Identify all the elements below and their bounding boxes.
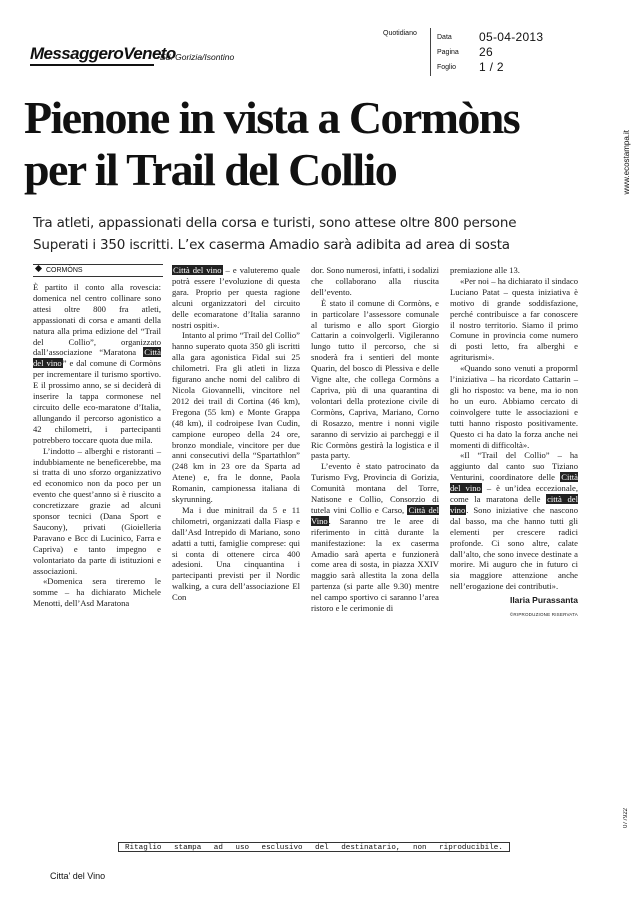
highlight-citta-del-vino: Città del vino [33, 347, 161, 369]
notice-word: del [315, 844, 329, 852]
notice-word: ad [213, 844, 223, 852]
meta-row-date [437, 30, 583, 44]
paragraph: L’indotto – alberghi e ristoranti – indubbiamente ne beneficerebbe, ma si tratta di uno sforzo organizzativo ed economico non da poco per un evento che quest’anno si è riuscito a concretizzare grazie ad alcuni sponsor tecnici (Dana Sport e Saucony), privati (Gioielleria Paravano e Bcc di Lucinico, Farra e Capriva) e tanto impegno e volontariato da parte di istituzioni e associazioni. [33, 445, 161, 576]
highlight-citta-del-vino: Città del Vino [311, 504, 439, 526]
paragraph: «Per noi – ha dichiarato il sindaco Luciano Patat – questa iniziativa è motivo di grande soddisfazione, perché contribuisce a far conoscere il nostro territorio. Siamo il primo Comune in provincia come numero di posti letto, fra alberghi e agriturismi». [450, 275, 578, 363]
text-run: ” e dal comune di Cormòns per incrementare il turismo sportivo. E il prossimo anno, se si deciderà di inserire la tappa cormonese nel circuito delle eco-maratone d’Italia, allungando il percorso agonistico a 42 chilometri, i partecipanti potrebbero toccare quota due mila. [33, 358, 161, 445]
text-run: L’evento è stato patrocinato da Turismo Fvg, Provincia di Gorizia, Comunità montana del Torre, Natisone e Collio, Consorzio di tutela vini Collio e Carso, [311, 461, 439, 515]
article-column-4 [450, 265, 578, 621]
notice-word: riproducibile. [439, 844, 503, 852]
notice-word: esclusivo [261, 844, 303, 852]
paragraph: premiazione alle 13. [450, 265, 520, 275]
meta-value: 05-04-2013 [479, 30, 544, 44]
notice-word: Ritaglio [125, 844, 162, 852]
meta-box [430, 28, 583, 76]
client-label: Citta' del Vino [50, 871, 106, 881]
meta-row-sheet [437, 60, 583, 74]
paragraph [450, 450, 578, 592]
text-run: – e valuteremo quale potrà essere l’evoluzione di questa gara. Proprio per questa ragione alcuni organizzatori del circuito delle ecomaratone d’Italia saranno nostri ospiti». [172, 265, 300, 330]
meta-row-page [437, 45, 583, 59]
paragraph: «Quando sono venuti a proporml l’iniziativa – ha ricordato Cattarin – gli ho risposto: va bene, ma io non ho un euro. Abbiamo cercato di coinvolgere tutte le associazioni e tutti hanno risposto positivamente. Questo ci ha dato la forza anche nei momenti di difficoltà». [450, 363, 578, 450]
subtitle-line: Tra atleti, appassionati della corsa e turisti, sono attese oltre 800 persone [33, 215, 517, 231]
subtitle [33, 212, 593, 256]
meta-label: Data [437, 34, 452, 41]
notice-word: non [412, 844, 427, 852]
headline [24, 92, 604, 196]
paragraph: dor. Sono numerosi, infatti, i sodalizi che collaborano alla riuscita dell’evento. [311, 265, 439, 297]
highlight-citta-del-vino: Città del vino [450, 472, 578, 494]
masthead: MessaggeroVeneto [30, 44, 176, 63]
edition-label: Ed. Gorizia/Isontino [160, 52, 235, 62]
paragraph: «Domenica sera tireremo le somme – ha dichiarato Michele Menotti, dell’Asd Maratona [33, 576, 161, 609]
clipping-notice [118, 842, 510, 852]
text-run: . Sono iniziative che nascono dal basso, ma che hanno tutti gli elementi per crescere radici profonde. Ci sono altre, calate dall’alto, che sono invece destinate a morire. Mi auguro che in futuro ci sia maggiore attenzione anche nell’erogazione dei contributi». [450, 504, 578, 592]
paragraph [311, 461, 439, 614]
article-column-3 [311, 265, 439, 614]
notice-word: destinatario, [341, 844, 401, 852]
section-label [33, 264, 163, 277]
diamond-icon [35, 265, 42, 272]
meta-label: Pagina [437, 49, 459, 56]
text-run: – è un’idea eccezionale, come la maratona delle [450, 483, 578, 505]
meta-value: 1 / 2 [479, 60, 504, 74]
meta-label: Foglio [437, 64, 457, 71]
highlight-citta-del-vino: città del vino [450, 494, 578, 515]
highlight-citta-del-vino: Città del vino [173, 265, 222, 275]
paragraph [33, 282, 161, 446]
text-run: È partito il conto alla rovescia: domenica nel centro collinare sono attesi oltre 800 fra atleti, appassionati di corsa e amanti della natura alla prima edizione del “Trail del Collio”, organizzato dall’associazione “Maratona [33, 282, 161, 358]
paragraph: È stato il comune di Cormòns, e in particolare l’assessore comunale al turismo e allo sport Giorgio Cattarin a coinvolgerli. Vigileranno lungo tutto il percorso, che si snoderà fra i sentieri del monte Quarin, del bosco di Plessiva e delle Vigne alte, che collega Cormòns a Capriva, più di una quarantina di volontari della protezione civile di Cormòns, Capriva, Mariano, Corno di Rosazzo, mentre i nonni vigile saranno di servizio ai parcheggi e il Ric Cormòns gestirà la logistica e il pasta party. [311, 297, 439, 461]
paragraph [172, 265, 300, 330]
notice-word: uso [235, 844, 250, 852]
subtitle-line: Superati i 350 iscritti. L’ex caserma Amadio sarà adibita ad area di sosta [33, 237, 510, 253]
section-name: CORMÒNS [46, 267, 83, 274]
text-run: «Il “Trail del Collio” – ha aggiunto dal canto suo Tiziano Venturini, coordinatore delle [450, 450, 578, 483]
text-run: . Saranno tre le aree di riferimento in città durante la manifestazione: la ex caserma Amadio sarà aperta e funzionerà come area di sosta, in piazza XXIV maggio sarà allestita la zona della partenza (si parte alle 9.30) mentre nel campo sportivo ci saranno l’area ristoro e le cerimonie di [311, 515, 439, 614]
paragraph: Intanto al primo “Trail del Collio” hanno superato quota 350 gli iscritti alla gara agonistica Fidal sui 25 chilometri. Fra gli atleti in lizza figurano anche nomi del calibro di Nicola Giovannelli, vincitore nel 2012 dei trail di Cortina (46 km), Fregona (55 km) e Monte Grappa (48 km), il codroipese Ivan Cudin, campione europeo della 24 ore, bronzo mondiale, vincitore per due anni consecutivi della “Spartathlon” (248 km in 23 ore da Sparta ad Atene) e, fra le donne, Paola Romanin, campionessa italiana di skyrunning. [172, 330, 300, 505]
headline-line: per il Trail del Collio [24, 144, 397, 195]
article-column-1 [33, 282, 161, 609]
author-signature: Ilaria Purassanta [509, 595, 578, 606]
paragraph: Ma i due minitrail da 5 e 11 chilometri, organizzati dalla Fiasp e dall’Asd Intrepido di Mariano, sono adatti a tutti, famiglie comprese: qui si conta di ottenere circa 400 adesioni. Una cinquantina i partecipanti previsti per il Nordic walking, a cura dell’associazione El Con [172, 504, 300, 603]
article-column-2 [172, 265, 300, 603]
publication-type: Quotidiano [383, 30, 417, 37]
headline-line: Pienone in vista a Cormòns [24, 92, 520, 143]
clipping-code: 077922 [623, 808, 629, 829]
notice-word: stampa [173, 844, 202, 852]
meta-value: 26 [479, 45, 493, 59]
masthead-underline [30, 64, 154, 66]
site-watermark: www.ecostampa.it [622, 130, 631, 195]
rights-notice: ©RIPRODUZIONE RISERVATA [509, 612, 578, 618]
